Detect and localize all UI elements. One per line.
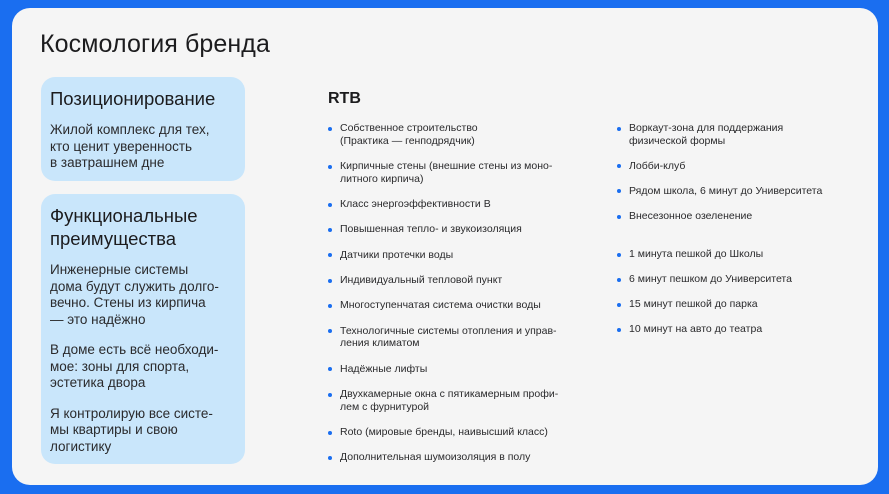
list-item: Roto (мировые бренды, наивысший класс) — [328, 426, 598, 439]
list-item: 6 минут пешком до Университета — [617, 273, 857, 286]
list-item: Технологичные системы отопления и управ- ления климатом — [328, 325, 598, 351]
list-item: 1 минута пешкой до Школы — [617, 248, 857, 261]
list-item: 15 минут пешкой до парка — [617, 298, 857, 311]
benefits-paragraph: Я контролирую все систе- мы квартиры и свою логистику — [50, 405, 213, 454]
list-item: Надёжные лифты — [328, 363, 598, 376]
list-item: Рядом школа, 6 минут до Университета — [617, 185, 857, 198]
list-item: Индивидуальный тепловой пункт — [328, 274, 598, 287]
positioning-heading: Позиционирование — [50, 88, 216, 109]
rtb-title: RTB — [328, 90, 361, 107]
slide — [12, 8, 878, 485]
benefits-card — [41, 194, 245, 464]
list-item: Двухкамерные окна с пятикамерным профи- лем с фурнитурой — [328, 388, 598, 414]
rtb-right-list — [617, 122, 857, 349]
list-item: Датчики протечки воды — [328, 249, 598, 262]
list-item: Внесезонное озеленение — [617, 210, 857, 223]
list-spacer — [617, 235, 857, 248]
benefits-paragraph: В доме есть всё необходи- мое: зоны для спорта, эстетика двора — [50, 342, 219, 390]
list-item: 10 минут на авто до театра — [617, 323, 857, 336]
list-item: Класс энергоэффективности B — [328, 198, 598, 211]
benefits-paragraph: Инженерные системы дома будут служить долго- вечно. Стены из кирпича — это надёжно — [50, 262, 219, 327]
list-item: Повышенная тепло- и звукоизоляция — [328, 223, 598, 236]
rtb-left-list — [328, 122, 598, 477]
list-item: Кирпичные стены (внешние стены из моно- литного кирпича) — [328, 160, 598, 186]
list-item: Дополнительная шумоизоляция в полу — [328, 451, 598, 464]
positioning-text: Жилой комплекс для тех, кто ценит уверенность в завтрашнем дне — [50, 122, 210, 170]
page-title: Космология бренда — [40, 30, 270, 58]
list-item: Многоступенчатая система очистки воды — [328, 299, 598, 312]
list-item: Собственное строительство (Практика — генподрядчик) — [328, 122, 598, 148]
positioning-card — [41, 77, 245, 181]
benefits-heading: Функциональные преимущества — [50, 205, 198, 249]
list-item: Лобби-клуб — [617, 160, 857, 173]
list-item: Воркаут-зона для поддержания физической формы — [617, 122, 857, 148]
